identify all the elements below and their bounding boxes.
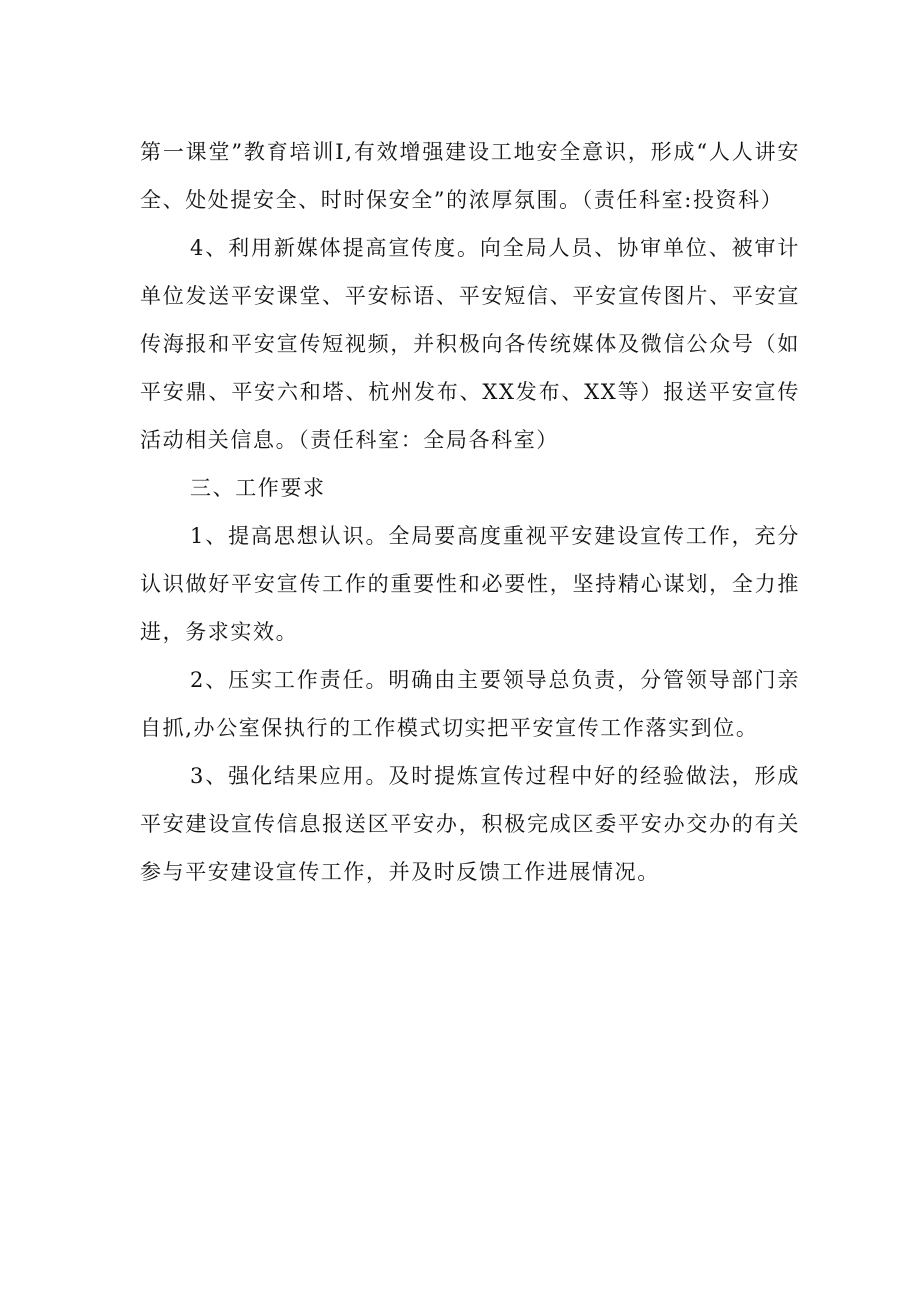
requirement-1-raise-awareness: 1、提高思想认识。全局要高度重视平安建设宣传工作，充分认识做好平安宣传工作的重要性和必要性，坚持精心谋划，全力推进，务求实效。 <box>140 524 800 644</box>
requirement-3-apply-results: 3、强化结果应用。及时提炼宣传过程中好的经验做法，形成平安建设宣传信息报送区平安办，积极完成区委平安办交办的有关参与平安建设宣传工作，并及时反馈工作进展情况。 <box>140 764 800 884</box>
requirement-2-responsibility: 2、压实工作责任。明确由主要领导总负责，分管领导部门亲自抓,办公室保执行的工作模式切实把平安宣传工作落实到位。 <box>140 668 800 740</box>
document-body <box>140 128 800 896</box>
section-heading-work-requirements: 三、工作要求 <box>190 476 326 500</box>
paragraph-continuation: 第一课堂”教育培训Ⅰ,有效增强建设工地安全意识，形成“人人讲安全、处处提安全、时时保安全”的浓厚氛围。（责任科室:投资科） <box>140 140 800 212</box>
paragraph-item-4-new-media: 4、利用新媒体提高宣传度。向全局人员、协审单位、被审计单位发送平安课堂、平安标语、平安短信、平安宣传图片、平安宣传海报和平安宣传短视频，并积极向各传统媒体及微信公众号（如平安鼎、平安六和塔、杭州发布、XX发布、XX等）报送平安宣传活动相关信息。（责任科室：全局各科室） <box>140 236 800 452</box>
